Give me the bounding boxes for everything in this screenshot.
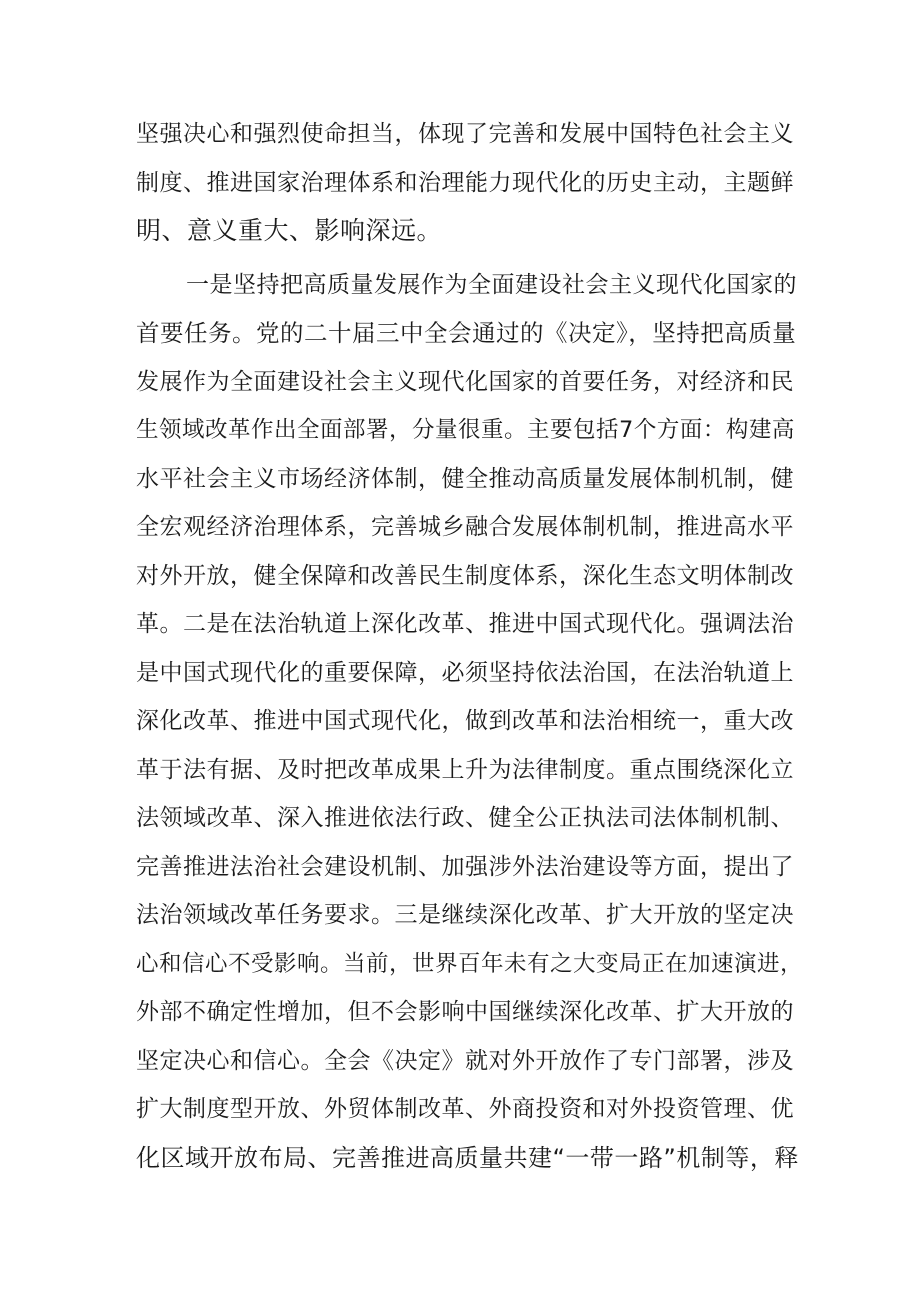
text-line: 首要任务。党的二十届三中全会通过的《决定》，坚持把高质量 xyxy=(136,319,797,347)
text-line: 坚强决心和强烈使命担当，体现了完善和发展中国特色社会主义 xyxy=(136,121,794,147)
text-line: 革。二是在法治轨道上深化改革、推进中国式现代化。强调法治 xyxy=(136,611,794,637)
text-line: 扩大制度型开放、外贸体制改革、外商投资和对外投资管理、优 xyxy=(136,1096,794,1122)
text-line: 革于法有据、及时把改革成果上升为法律制度。重点围绕深化立 xyxy=(136,756,794,783)
text-line: 水平社会主义市场经济体制，健全推动高质量发展体制机制，健 xyxy=(136,465,794,492)
text-line: 外部不确定性增加，但不会影响中国继续深化改革、扩大开放的 xyxy=(136,999,794,1025)
text-line: 法治领域改革任务要求。三是继续深化改革、扩大开放的坚定决 xyxy=(136,902,794,928)
paragraph-first-line: 一是坚持把高质量发展作为全面建设社会主义现代化国家的 xyxy=(186,271,797,298)
text-line: 坚定决心和信心。全会《决定》就对外开放作了专门部署，涉及 xyxy=(136,1047,794,1074)
text-line: 深化改革、推进中国式现代化，做到改革和法治相统一，重大改 xyxy=(136,708,794,734)
text-line: 是中国式现代化的重要保障，必须坚持依法治国，在法治轨道上 xyxy=(136,659,794,686)
text-line: 对外开放，健全保障和改善民生制度体系，深化生态文明体制改 xyxy=(136,562,794,589)
text-line: 心和信心不受影响。当前，世界百年未有之大变局正在加速演进， xyxy=(136,950,804,977)
text-line: 化区域开放布局、完善推进高质量共建“一带一路”机制等，释 xyxy=(136,1143,799,1172)
text-line: 法领域改革、深入推进依法行政、健全公正执法司法体制机制、 xyxy=(136,805,794,831)
text-line: 发展作为全面建设社会主义现代化国家的首要任务，对经济和民 xyxy=(136,368,794,395)
document-body xyxy=(136,110,804,1182)
text-line: 明、意义重大、影响深远。 xyxy=(136,216,443,245)
text-line: 全宏观经济治理体系，完善城乡融合发展体制机制，推进高水平 xyxy=(136,514,794,540)
text-line: 生领域改革作出全面部署，分量很重。主要包括7个方面：构建高 xyxy=(136,417,795,443)
text-line: 制度、推进国家治理体系和治理能力现代化的历史主动，主题鲜 xyxy=(136,169,794,196)
text-line: 完善推进法治社会建设机制、加强涉外法治建设等方面，提出了 xyxy=(136,853,794,880)
